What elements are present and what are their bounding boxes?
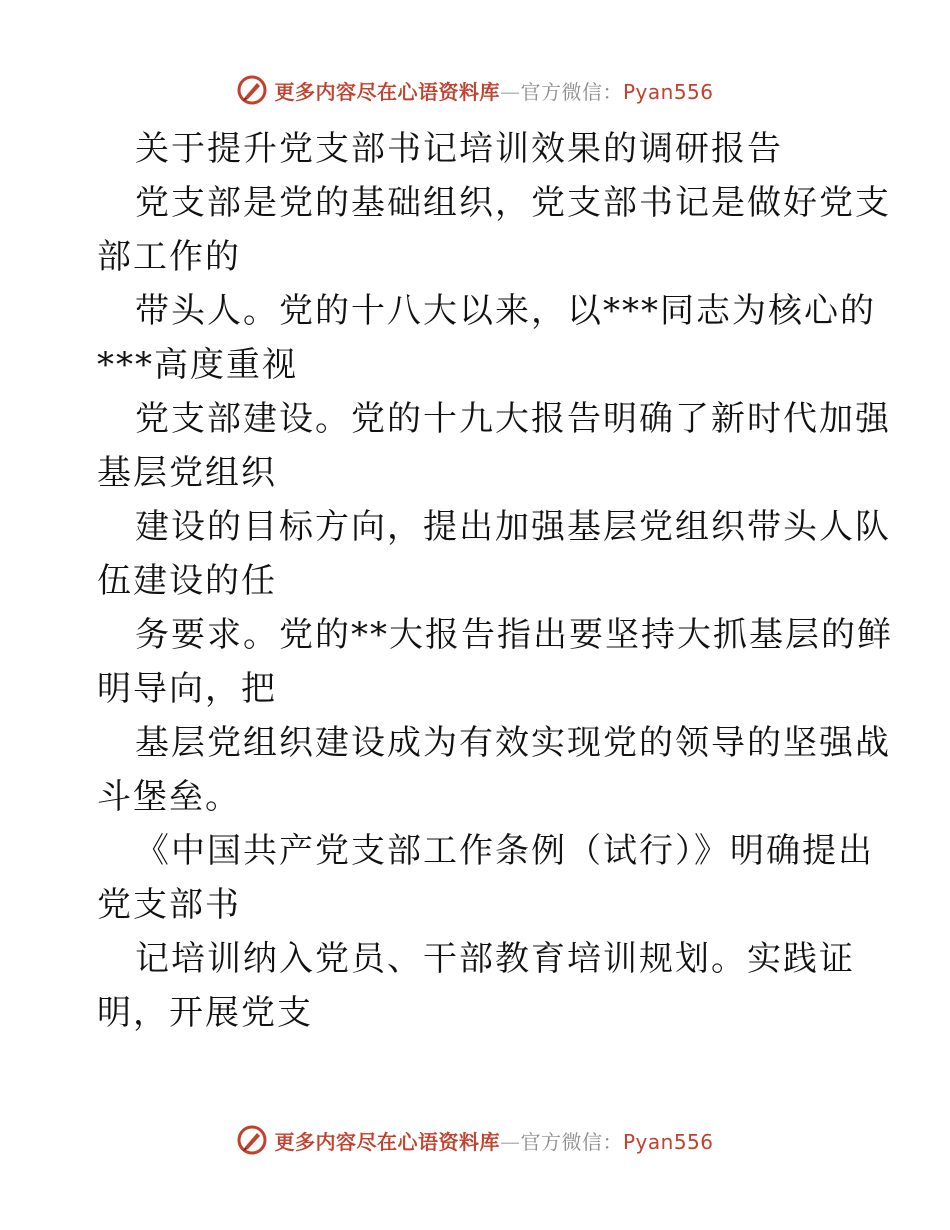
banner-wechat-label: 官方微信： bbox=[520, 79, 623, 104]
pen-logo-icon bbox=[236, 1124, 268, 1156]
banner-wechat-id: Pyan556 bbox=[622, 79, 714, 104]
document-line: 伍建设的任 bbox=[97, 561, 277, 601]
banner-text bbox=[274, 76, 713, 105]
document-line: ***高度重视 bbox=[97, 345, 298, 385]
document-line: 党支部是党的基础组织，党支部书记是做好党支 bbox=[135, 183, 891, 223]
header-banner bbox=[0, 70, 950, 110]
banner-text bbox=[274, 1126, 713, 1155]
document-line: 务要求。党的**大报告指出要坚持大抓基层的鲜 bbox=[135, 615, 893, 655]
document-line: 党支部书 bbox=[97, 885, 241, 925]
footer-banner bbox=[0, 1120, 950, 1160]
banner-dash: — bbox=[499, 79, 521, 104]
document-line: 部工作的 bbox=[97, 237, 241, 277]
document-line: 党支部建设。党的十九大报告明确了新时代加强 bbox=[135, 399, 891, 439]
banner-wechat-id: Pyan556 bbox=[622, 1129, 714, 1154]
pen-logo-icon bbox=[236, 74, 268, 106]
document-line: 《中国共产党支部工作条例（试行）》明确提出 bbox=[135, 831, 874, 871]
document-line: 明导向，把 bbox=[97, 669, 277, 709]
document-line: 建设的目标方向，提出加强基层党组织带头人队 bbox=[135, 507, 891, 547]
banner-main-text: 更多内容尽在心语资料库 bbox=[274, 79, 500, 104]
document-line: 明，开展党支 bbox=[97, 993, 313, 1033]
banner-dash: — bbox=[499, 1129, 521, 1154]
banner-wechat-label: 官方微信： bbox=[520, 1129, 623, 1154]
banner-main-text: 更多内容尽在心语资料库 bbox=[274, 1129, 500, 1154]
document-line: 斗堡垒。 bbox=[97, 777, 241, 817]
document-line: 记培训纳入党员、干部教育培训规划。实践证 bbox=[135, 939, 855, 979]
document-line: 基层党组织 bbox=[97, 453, 277, 493]
document-body bbox=[97, 122, 893, 1040]
document-line: 基层党组织建设成为有效实现党的领导的坚强战 bbox=[135, 723, 891, 763]
document-title: 关于提升党支部书记培训效果的调研报告 bbox=[135, 129, 783, 169]
document-line: 带头人。党的十八大以来，以***同志为核心的 bbox=[135, 291, 876, 331]
